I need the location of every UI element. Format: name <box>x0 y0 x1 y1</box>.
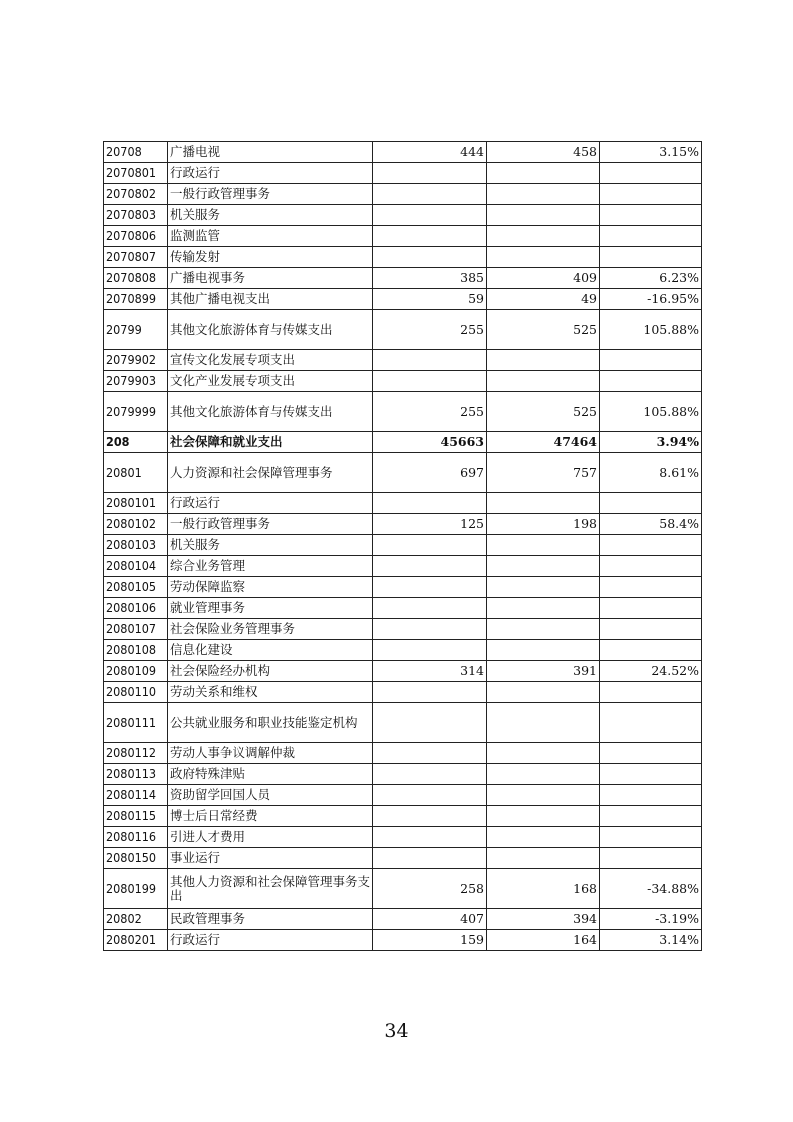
code-cell: 2079999 <box>104 392 168 432</box>
code-cell: 20801 <box>104 453 168 493</box>
name-cell: 其他文化旅游体育与传媒支出 <box>168 392 373 432</box>
value-cell: 164 <box>487 930 600 951</box>
code-cell: 2079903 <box>104 371 168 392</box>
table-row <box>104 619 702 640</box>
table-row <box>104 598 702 619</box>
value-cell <box>373 163 487 184</box>
name-cell: 一般行政管理事务 <box>168 514 373 535</box>
table-row <box>104 371 702 392</box>
value-cell <box>373 247 487 268</box>
table-row <box>104 764 702 785</box>
percent-cell <box>600 848 702 869</box>
code-cell: 2070802 <box>104 184 168 205</box>
value-cell <box>373 598 487 619</box>
value-cell <box>373 556 487 577</box>
table-row <box>104 142 702 163</box>
value-cell: 444 <box>373 142 487 163</box>
code-cell: 2080109 <box>104 661 168 682</box>
name-cell: 公共就业服务和职业技能鉴定机构 <box>168 703 373 743</box>
percent-cell <box>600 598 702 619</box>
name-cell: 传输发射 <box>168 247 373 268</box>
value-cell <box>373 703 487 743</box>
name-cell: 引进人才费用 <box>168 827 373 848</box>
value-cell <box>373 350 487 371</box>
code-cell: 2080115 <box>104 806 168 827</box>
percent-cell <box>600 743 702 764</box>
name-cell: 监测监管 <box>168 226 373 247</box>
percent-cell: 6.23% <box>600 268 702 289</box>
value-cell <box>373 743 487 764</box>
code-cell: 2080104 <box>104 556 168 577</box>
name-cell: 行政运行 <box>168 493 373 514</box>
value-cell: 47464 <box>487 432 600 453</box>
value-cell <box>487 785 600 806</box>
code-cell: 208 <box>104 432 168 453</box>
percent-cell <box>600 827 702 848</box>
percent-cell: 8.61% <box>600 453 702 493</box>
value-cell <box>487 764 600 785</box>
table-row <box>104 432 702 453</box>
value-cell: 757 <box>487 453 600 493</box>
code-cell: 2080106 <box>104 598 168 619</box>
value-cell: 391 <box>487 661 600 682</box>
value-cell <box>373 493 487 514</box>
name-cell: 综合业务管理 <box>168 556 373 577</box>
table-row <box>104 848 702 869</box>
code-cell: 2070806 <box>104 226 168 247</box>
percent-cell <box>600 184 702 205</box>
percent-cell <box>600 764 702 785</box>
value-cell <box>487 743 600 764</box>
value-cell <box>373 806 487 827</box>
table-row <box>104 806 702 827</box>
code-cell: 2080112 <box>104 743 168 764</box>
table-row <box>104 514 702 535</box>
table-row <box>104 184 702 205</box>
name-cell: 民政管理事务 <box>168 909 373 930</box>
value-cell: 697 <box>373 453 487 493</box>
value-cell <box>487 577 600 598</box>
table-row <box>104 392 702 432</box>
name-cell: 一般行政管理事务 <box>168 184 373 205</box>
percent-cell: -3.19% <box>600 909 702 930</box>
value-cell: 159 <box>373 930 487 951</box>
code-cell: 20802 <box>104 909 168 930</box>
table-row <box>104 350 702 371</box>
percent-cell <box>600 163 702 184</box>
value-cell: 394 <box>487 909 600 930</box>
name-cell: 社会保险业务管理事务 <box>168 619 373 640</box>
value-cell <box>487 682 600 703</box>
code-cell: 2070801 <box>104 163 168 184</box>
name-cell: 劳动人事争议调解仲裁 <box>168 743 373 764</box>
value-cell <box>373 577 487 598</box>
table-row <box>104 289 702 310</box>
value-cell <box>487 640 600 661</box>
name-cell: 其他文化旅游体育与传媒支出 <box>168 310 373 350</box>
table-row <box>104 163 702 184</box>
value-cell <box>373 205 487 226</box>
code-cell: 2070899 <box>104 289 168 310</box>
percent-cell <box>600 785 702 806</box>
name-cell: 广播电视事务 <box>168 268 373 289</box>
table-row <box>104 535 702 556</box>
name-cell: 行政运行 <box>168 930 373 951</box>
percent-cell: 3.15% <box>600 142 702 163</box>
code-cell: 2080102 <box>104 514 168 535</box>
value-cell <box>373 682 487 703</box>
table-row <box>104 930 702 951</box>
table-row <box>104 703 702 743</box>
name-cell: 事业运行 <box>168 848 373 869</box>
value-cell: 255 <box>373 392 487 432</box>
code-cell: 2080116 <box>104 827 168 848</box>
code-cell: 2080110 <box>104 682 168 703</box>
name-cell: 其他人力资源和社会保障管理事务支出 <box>168 869 373 909</box>
name-cell: 机关服务 <box>168 535 373 556</box>
table-row <box>104 577 702 598</box>
table-row <box>104 682 702 703</box>
percent-cell <box>600 640 702 661</box>
name-cell: 资助留学回国人员 <box>168 785 373 806</box>
value-cell <box>373 764 487 785</box>
table-row <box>104 453 702 493</box>
value-cell: 125 <box>373 514 487 535</box>
value-cell <box>487 556 600 577</box>
percent-cell: 105.88% <box>600 392 702 432</box>
table-row <box>104 310 702 350</box>
table-row <box>104 869 702 909</box>
value-cell <box>373 640 487 661</box>
percent-cell <box>600 371 702 392</box>
name-cell: 政府特殊津贴 <box>168 764 373 785</box>
code-cell: 20799 <box>104 310 168 350</box>
value-cell: 45663 <box>373 432 487 453</box>
value-cell <box>487 535 600 556</box>
table-row <box>104 909 702 930</box>
page-number: 34 <box>384 1020 409 1042</box>
name-cell: 劳动关系和维权 <box>168 682 373 703</box>
value-cell <box>487 184 600 205</box>
code-cell: 2070807 <box>104 247 168 268</box>
code-cell: 2080108 <box>104 640 168 661</box>
percent-cell <box>600 577 702 598</box>
value-cell: 385 <box>373 268 487 289</box>
table-row <box>104 743 702 764</box>
code-cell: 2080107 <box>104 619 168 640</box>
percent-cell: 58.4% <box>600 514 702 535</box>
value-cell: 407 <box>373 909 487 930</box>
value-cell <box>373 619 487 640</box>
value-cell <box>487 247 600 268</box>
table-row <box>104 268 702 289</box>
percent-cell <box>600 619 702 640</box>
table-row <box>104 640 702 661</box>
name-cell: 社会保险经办机构 <box>168 661 373 682</box>
value-cell <box>373 184 487 205</box>
name-cell: 其他广播电视支出 <box>168 289 373 310</box>
code-cell: 2070808 <box>104 268 168 289</box>
code-cell: 2080150 <box>104 848 168 869</box>
name-cell: 文化产业发展专项支出 <box>168 371 373 392</box>
code-cell: 2080113 <box>104 764 168 785</box>
table-row <box>104 247 702 268</box>
percent-cell <box>600 205 702 226</box>
expenditure-table <box>103 141 702 951</box>
name-cell: 信息化建设 <box>168 640 373 661</box>
value-cell: 525 <box>487 310 600 350</box>
code-cell: 2070803 <box>104 205 168 226</box>
percent-cell: -34.88% <box>600 869 702 909</box>
value-cell <box>373 827 487 848</box>
percent-cell: 24.52% <box>600 661 702 682</box>
value-cell <box>373 848 487 869</box>
name-cell: 劳动保障监察 <box>168 577 373 598</box>
table-row <box>104 493 702 514</box>
percent-cell <box>600 350 702 371</box>
name-cell: 广播电视 <box>168 142 373 163</box>
value-cell <box>487 598 600 619</box>
code-cell: 2080105 <box>104 577 168 598</box>
value-cell: 409 <box>487 268 600 289</box>
value-cell <box>487 350 600 371</box>
percent-cell: 3.14% <box>600 930 702 951</box>
code-cell: 2080103 <box>104 535 168 556</box>
value-cell: 198 <box>487 514 600 535</box>
value-cell: 314 <box>373 661 487 682</box>
value-cell: 458 <box>487 142 600 163</box>
table-row <box>104 205 702 226</box>
name-cell: 机关服务 <box>168 205 373 226</box>
value-cell: 525 <box>487 392 600 432</box>
percent-cell <box>600 682 702 703</box>
value-cell <box>487 619 600 640</box>
value-cell <box>487 371 600 392</box>
value-cell: 255 <box>373 310 487 350</box>
percent-cell <box>600 226 702 247</box>
value-cell <box>373 371 487 392</box>
percent-cell <box>600 493 702 514</box>
value-cell <box>487 226 600 247</box>
value-cell: 168 <box>487 869 600 909</box>
name-cell: 社会保障和就业支出 <box>168 432 373 453</box>
value-cell: 49 <box>487 289 600 310</box>
value-cell: 258 <box>373 869 487 909</box>
name-cell: 博士后日常经费 <box>168 806 373 827</box>
table-body <box>104 142 702 951</box>
name-cell: 就业管理事务 <box>168 598 373 619</box>
value-cell <box>487 806 600 827</box>
table-row <box>104 556 702 577</box>
percent-cell <box>600 703 702 743</box>
percent-cell: 3.94% <box>600 432 702 453</box>
percent-cell <box>600 806 702 827</box>
table-row <box>104 785 702 806</box>
table-row <box>104 661 702 682</box>
value-cell <box>487 493 600 514</box>
code-cell: 2080101 <box>104 493 168 514</box>
percent-cell <box>600 247 702 268</box>
code-cell: 20708 <box>104 142 168 163</box>
percent-cell: -16.95% <box>600 289 702 310</box>
value-cell <box>487 205 600 226</box>
percent-cell: 105.88% <box>600 310 702 350</box>
value-cell <box>487 703 600 743</box>
value-cell <box>373 535 487 556</box>
value-cell <box>487 827 600 848</box>
code-cell: 2080111 <box>104 703 168 743</box>
table-row <box>104 226 702 247</box>
code-cell: 2080201 <box>104 930 168 951</box>
code-cell: 2080114 <box>104 785 168 806</box>
percent-cell <box>600 535 702 556</box>
table-row <box>104 827 702 848</box>
value-cell <box>373 226 487 247</box>
percent-cell <box>600 556 702 577</box>
code-cell: 2079902 <box>104 350 168 371</box>
value-cell <box>487 848 600 869</box>
code-cell: 2080199 <box>104 869 168 909</box>
value-cell <box>487 163 600 184</box>
value-cell <box>373 785 487 806</box>
name-cell: 行政运行 <box>168 163 373 184</box>
name-cell: 人力资源和社会保障管理事务 <box>168 453 373 493</box>
name-cell: 宣传文化发展专项支出 <box>168 350 373 371</box>
value-cell: 59 <box>373 289 487 310</box>
